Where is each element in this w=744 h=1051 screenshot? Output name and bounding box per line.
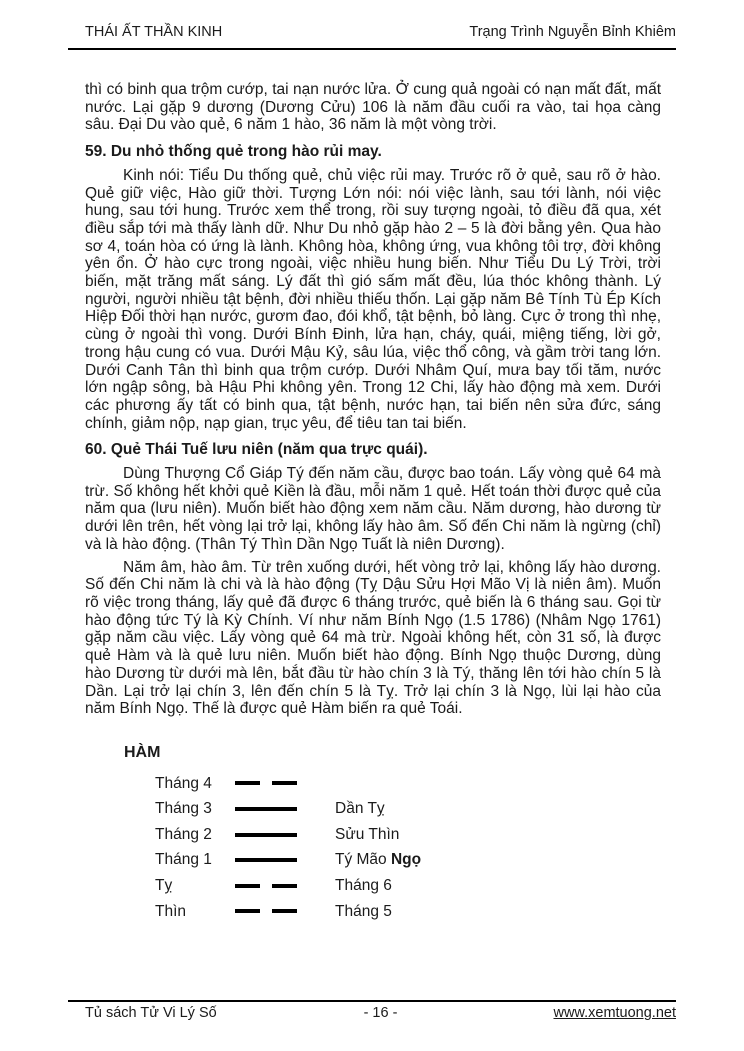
hexagram-row-left-label: Tháng 4 <box>155 774 212 792</box>
header-book-title: THÁI ẤT THẦN KINH <box>85 24 223 40</box>
hexagram-row-4 <box>124 822 661 848</box>
section-60-paragraph-1: Dùng Thượng Cổ Giáp Tý đến năm cầu, được bao toán. Lấy vòng quẻ 64 mà trừ. Số không hết khởi quẻ Kiền là đầu, mỗi năm 1 quẻ. Hết toán thời được quẻ của năm qua (lưu niên). Muốn biết hào động xem năm cầu. Năm dương, hào dương từ dưới lên trên, hết vòng lại trở lại, không lấy hào âm. Số đến Chi năm là ngừng (chỉ) và là hào động. (Thân Tý Thìn Dần Ngọ Tuất là niên Dương). <box>85 465 661 553</box>
hexagram-row-right-label: Tý Mão Ngọ <box>335 851 422 869</box>
hexagram-row-right-label: Dần Tỵ <box>335 800 385 818</box>
page-footer <box>68 1000 676 1021</box>
page-body <box>85 81 661 924</box>
section-60-heading: 60. Quẻ Thái Tuế lưu niên (năm qua trực quái). <box>85 441 428 459</box>
footer-website-link[interactable]: www.xemtuong.net <box>553 1005 676 1021</box>
hexagram-row-left-label: Tỵ <box>155 876 173 894</box>
yin-line-icon <box>235 884 297 888</box>
hexagram-row-left-label: Tháng 3 <box>155 800 212 818</box>
footer-series-title: Tủ sách Tử Vi Lý Số <box>85 1005 217 1021</box>
intro-paragraph: thì có binh qua trộm cướp, tai nạn nước lửa. Ở cung quả ngoài có nạn mất đất, mất nước. Lại gặp 9 dương (Dương Cửu) 106 là năm đầu cuối ra vào, tai họa càng sâu. Đại Du vào quẻ, 6 năm 1 hào, 36 năm là một vòng trời. <box>85 81 661 134</box>
hexagram-row-right-label: Tháng 5 <box>335 902 392 920</box>
hexagram-diagram <box>124 744 661 924</box>
yin-line-icon <box>235 909 297 913</box>
yang-line-icon <box>235 807 297 811</box>
footer-page-number: - 16 - <box>363 1005 398 1021</box>
yang-line-icon <box>235 833 297 837</box>
hexagram-row-1 <box>124 899 661 925</box>
hexagram-row-5 <box>124 796 661 822</box>
yin-line-icon <box>235 781 297 785</box>
section-59-paragraph-1: Kinh nói: Tiểu Du thống quẻ, chủ việc rủi may. Trước rõ ở quẻ, sau rõ ở hào. Quẻ giữ việc, Hào giữ thời. Tượng Lớn nói: nói việc lành, sau tới lành, nói việc hung, sau tới hung. Trước xem thể trong, rồi suy tượng ngoài, tỏ điều đã qua, xét điều sắp tới mà thấy lành dữ. Như Du nhỏ gặp hào 2 – 5 là đời bằng yên. Qua hào sơ 4, toán hòa có ứng là lành. Không hòa, không ứng, vua không tôi trợ, đời không yên ổn. Ở hào cực trong ngoài, việc nhiều hung biến. Như Tiểu Du Lý Trời, trời biến, mặt trăng mất sáng. Lý đất thì gió sấm mất đều, lúa thóc không thành. Lý người, người nhiều tật bệnh, đời nhiều thiếu thốn. Lại gặp năm Bê Tính Tù Ép Kích Hiệp Đối thời hạn nước, gươm đao, đói khổ, tật bệnh, bỏ làng. Cực ở trong thì nhẹ, cùng ở ngoài thì vong. Dưới Bính Đinh, lửa hạn, cháy, quái, miệng tiếng, lời gở, trong hậu cung có vua. Dưới Mậu Kỷ, sâu lúa, việc thổ công, và gầm trời tang lớn. Dưới Canh Tân thì binh qua trộm cướp. Dưới Nhâm Quí, mưa bay tối tăm, nước lớn ngập sông, bà Hậu Phi không yên. Trong 12 Chi, lấy hào động mà xem. Dưới các phương ấy tất có binh qua, tật bệnh, nước hạn, tai biến nên sửa đức, sáng chính, giảm nộp, nạp gian, trục yêu, để tiêu tan tai biến. <box>85 166 661 432</box>
header-author: Trạng Trình Nguyễn Bỉnh Khiêm <box>469 24 676 40</box>
hexagram-row-left-label: Tháng 1 <box>155 851 212 869</box>
section-59-heading: 59. Du nhỏ thống quẻ trong hào rủi may. <box>85 143 382 161</box>
hexagram-row-6 <box>124 771 661 797</box>
hexagram-row-2 <box>124 873 661 899</box>
hexagram-row-right-label: Tháng 6 <box>335 876 392 894</box>
hexagram-row-left-label: Tháng 2 <box>155 825 212 843</box>
page-header <box>68 24 676 50</box>
hexagram-row-3 <box>124 847 661 873</box>
yang-line-icon <box>235 858 297 862</box>
section-60-paragraph-2: Năm âm, hào âm. Từ trên xuống dưới, hết vòng trở lại, không lấy hào dương. Số đến Chi năm là chi và là hào động (Tỵ Dậu Sửu Hợi Mão Vị là niên âm). Muốn rõ việc trong tháng, lấy quẻ đã được 6 tháng trước, quẻ biến là 6 tháng sau. Gọi từ hào động tức Tý là Kỳ Chính. Ví như năm Bính Ngọ (1.5 1786) (Nhâm Ngọ 1761) gặp năm cầu việc. Lấy vòng quẻ 64 mà trừ. Ngoài không hết, còn 31 số, là được quẻ Hàm và là quẻ lưu niên. Muốn biết hào động. Bính Ngọ thuộc Dương, dùng hào Dương từ dưới mà lên, bắt đầu từ hào chín 3 là Tý, thăng lên tới hào chín 5 là Dần. Lại trở lại chín 3, lên đến chín 5 là Tỵ. Trở lại chín 3 là Ngọ, lùi lại hào của năm Bính Ngọ. Thế là được quẻ Hàm biến ra quẻ Toái. <box>85 558 661 718</box>
hexagram-row-left-label: Thìn <box>155 902 187 920</box>
hexagram-row-right-label: Sửu Thìn <box>335 825 400 843</box>
hexagram-title: HÀM <box>124 743 161 761</box>
